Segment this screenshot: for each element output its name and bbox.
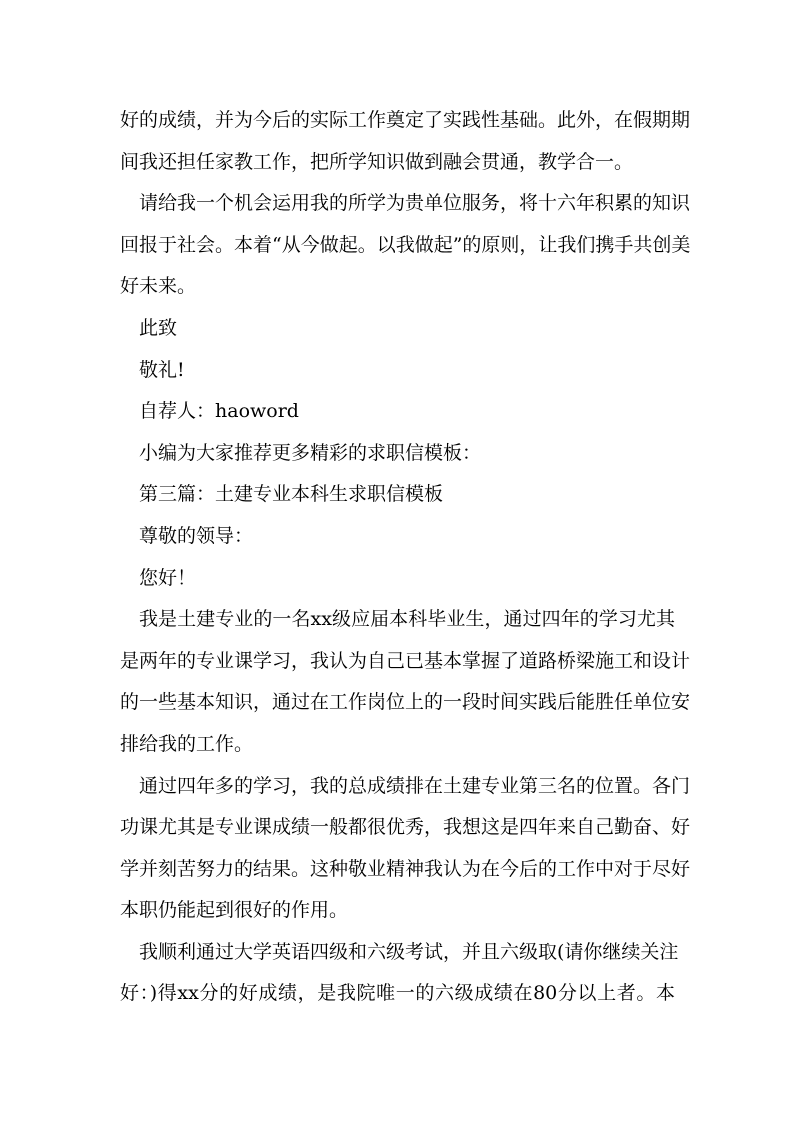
text-line: 间我还担任家教工作，把所学知识做到融会贯通，教学合一。 bbox=[120, 150, 634, 173]
text-line: 的一些基本知识，通过在工作岗位上的一段时间实践后能胜任单位安 bbox=[120, 691, 691, 714]
letter-hello: 您好！ bbox=[139, 566, 197, 589]
text-line: 好的成绩，并为今后的实际工作奠定了实践性基础。此外，在假期期 bbox=[120, 109, 691, 131]
text-line: 学并刻苦努力的结果。这种敬业精神我认为在今后的工作中对于尽好 bbox=[120, 857, 691, 880]
text-line: 排给我的工作。 bbox=[120, 732, 254, 755]
paragraph bbox=[120, 599, 691, 765]
letter-greeting: 尊敬的领导： bbox=[139, 524, 254, 547]
editor-note: 小编为大家推荐更多精彩的求职信模板： bbox=[139, 441, 482, 464]
text-line: 请给我一个机会运用我的所学为贵单位服务，将十六年积累的知识 bbox=[139, 192, 691, 215]
text-line: 我是土建专业的一名xx级应届本科毕业生，通过四年的学习尤其 bbox=[139, 608, 675, 631]
text-line: 功课尤其是专业课成绩一般都很优秀，我想这是四年来自己勤奋、好 bbox=[120, 816, 691, 839]
text-line: 好未来。 bbox=[120, 275, 197, 298]
text-line: 我顺利通过大学英语四级和六级考试，并且六级取(请你继续关注 bbox=[139, 940, 679, 963]
section-heading: 第三篇：土建专业本科生求职信模板 bbox=[139, 483, 444, 506]
paragraph bbox=[120, 766, 691, 932]
text-line: 通过四年多的学习，我的总成绩排在土建专业第三名的位置。各门 bbox=[139, 774, 691, 797]
paragraph bbox=[120, 100, 691, 183]
document-body bbox=[120, 100, 691, 1015]
signature-line: 自荐人：haoword bbox=[139, 400, 299, 423]
paragraph bbox=[120, 932, 679, 1015]
closing-salutation: 此致 bbox=[139, 316, 178, 339]
text-line: 是两年的专业课学习，我认为自己已基本掌握了道路桥梁施工和设计 bbox=[120, 649, 691, 672]
closing-regards: 敬礼! bbox=[139, 358, 185, 381]
text-line: 好：)得xx分的好成绩，是我院唯一的六级成绩在80分以上者。本 bbox=[120, 982, 675, 1005]
text-line: 回报于社会。本着“从今做起。以我做起”的原则，让我们携手共创美 bbox=[120, 233, 691, 256]
paragraph bbox=[120, 183, 691, 308]
text-line: 本职仍能起到很好的作用。 bbox=[120, 899, 349, 922]
